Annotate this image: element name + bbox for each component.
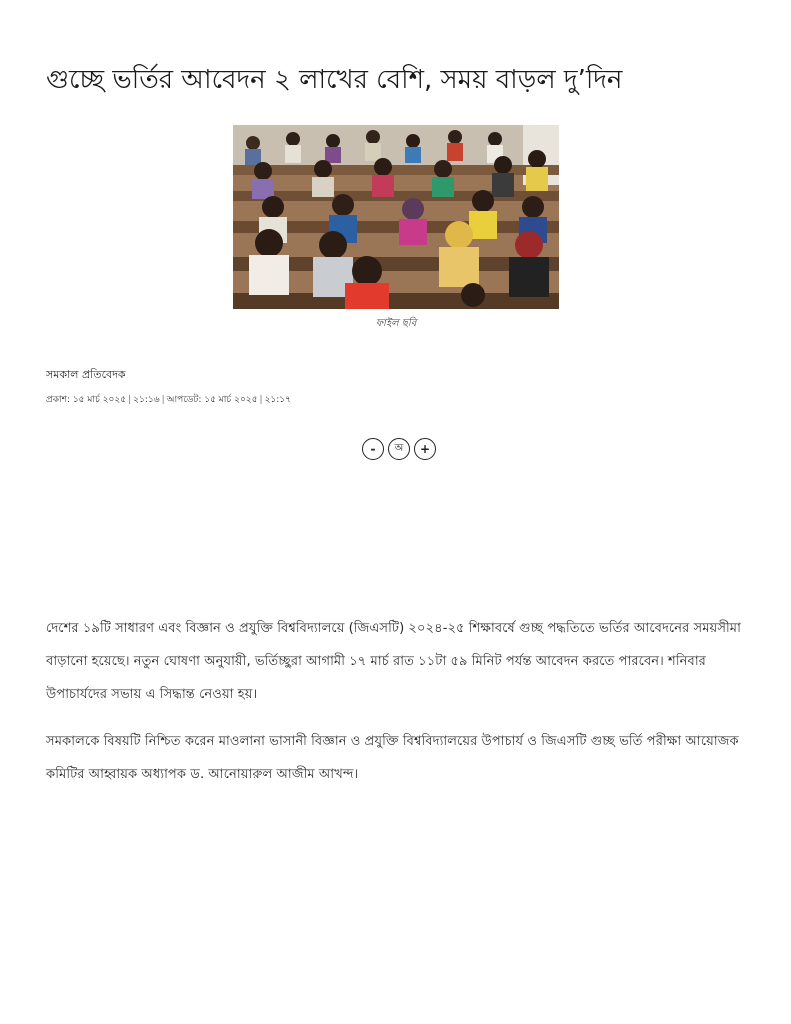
published-time: ২১:১৬ [133, 395, 160, 405]
reset-font-button[interactable] [388, 438, 410, 460]
article-headline: গুচ্ছে ভর্তির আবেদন ২ লাখের বেশি, সময় বাড়ল দু’দিন [46, 65, 623, 95]
article-photo [233, 125, 559, 309]
publish-meta [46, 392, 291, 407]
font-size-controls [362, 438, 436, 460]
plus-icon: + [419, 442, 431, 456]
exam-hall-photo [233, 125, 559, 309]
meta-separator: | [128, 395, 132, 405]
minus-icon: - [370, 442, 376, 456]
updated-date: আপডেট: ১৫ মার্চ ২০২৫ [166, 395, 258, 405]
article-body [46, 612, 746, 805]
photo-caption: ফাইল ছবি [375, 318, 417, 329]
meta-separator: | [161, 395, 165, 405]
article-paragraph: সমকালকে বিষয়টি নিশ্চিত করেন মাওলানা ভাসানী বিজ্ঞান ও প্রযুক্তি বিশ্ববিদ্যালয়ের উপাচার্য ও জিএসটি গুচ্ছ ভর্তি পরীক্ষা আয়োজক কমিটির আহ্বায়ক অধ্যাপক ড. আনোয়ারুল আজীম আখন্দ। [46, 734, 739, 782]
increase-font-button[interactable] [414, 438, 436, 460]
published-date: প্রকাশ: ১৫ মার্চ ২০২৫ [46, 395, 127, 405]
meta-separator: | [259, 395, 263, 405]
reset-font-icon: অ [394, 443, 404, 454]
decrease-font-button[interactable] [362, 438, 384, 460]
author-byline[interactable]: সমকাল প্রতিবেদক [46, 368, 126, 381]
article-paragraph: দেশের ১৯টি সাধারণ এবং বিজ্ঞান ও প্রযুক্তি বিশ্ববিদ্যালয়ে (জিএসটি) ২০২৪-২৫ শিক্ষাবর্ষে গুচ্ছ পদ্ধতিতে ভর্তির আবেদনের সময়সীমা বাড়ানো হয়েছে। নতুন ঘোষণা অনুযায়ী, ভর্তিচ্ছুরা আগামী ১৭ মার্চ রাত ১১টা ৫৯ মিনিট পর্যন্ত আবেদন করতে পারবেন। শনিবার উপাচার্যদের সভায় এ সিদ্ধান্ত নেওয়া হয়। [46, 621, 741, 702]
updated-time: ২১:১৭ [264, 395, 291, 405]
